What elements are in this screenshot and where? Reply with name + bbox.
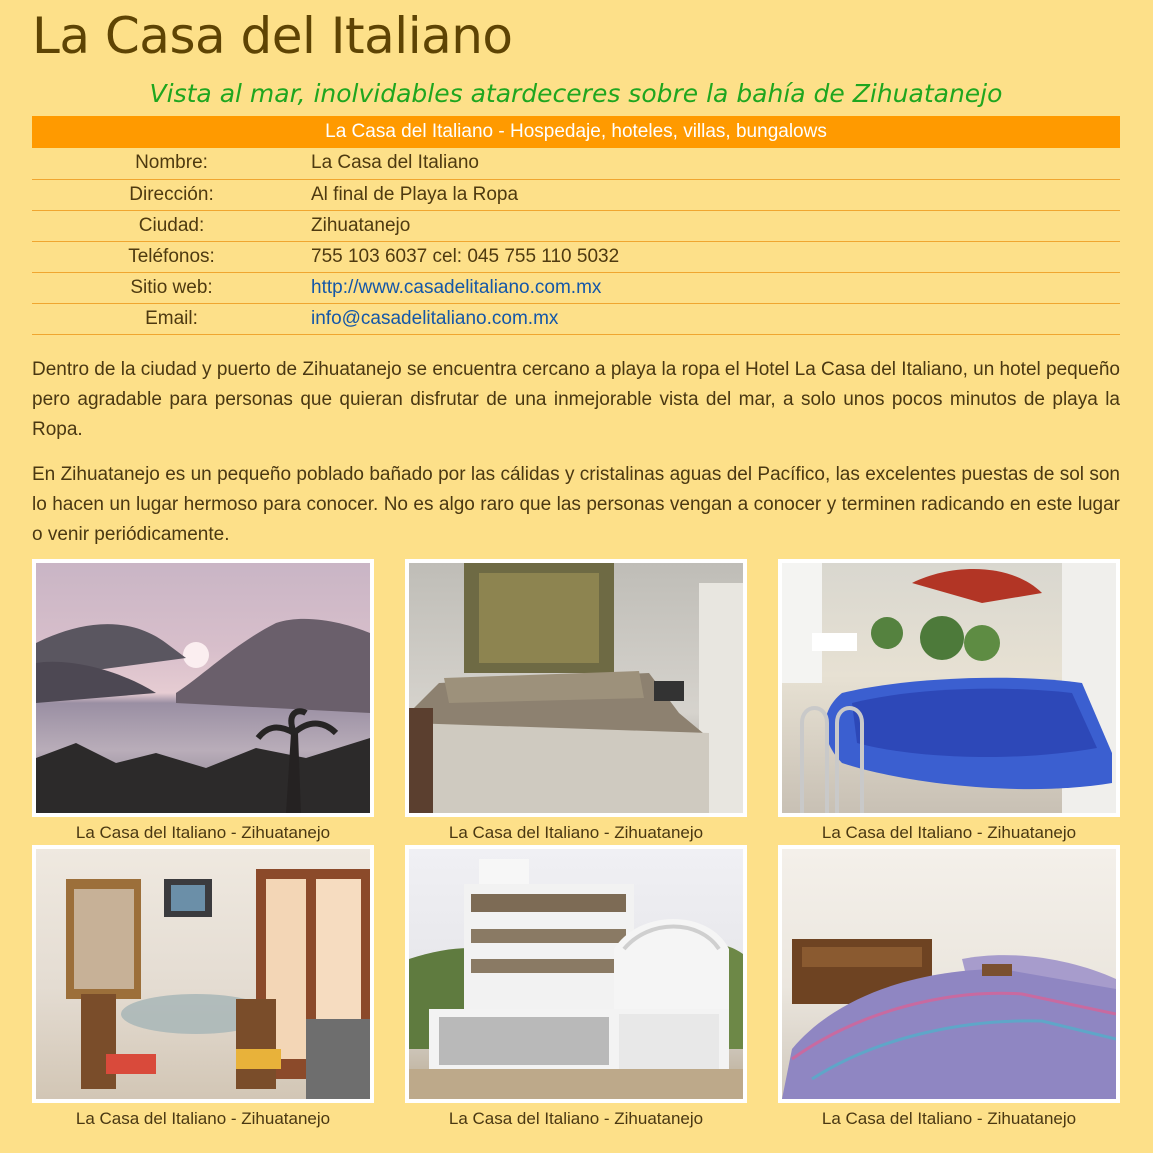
gallery-item[interactable] <box>778 559 1120 844</box>
website-link[interactable]: http://www.casadelitaliano.com.mx <box>311 276 602 298</box>
table-row <box>32 272 1120 303</box>
address-value: Al final de Playa la Ropa <box>311 179 1120 210</box>
table-row <box>32 179 1120 210</box>
bedroom-photo[interactable] <box>405 559 747 817</box>
gallery-item[interactable] <box>405 845 747 1130</box>
city-value: Zihuatanejo <box>311 210 1120 241</box>
guest-room-photo[interactable] <box>778 845 1120 1103</box>
pool-photo[interactable] <box>778 559 1120 817</box>
table-row <box>32 303 1120 334</box>
page <box>32 0 1120 550</box>
photo-caption: La Casa del Italiano - Zihuatanejo <box>821 1109 1077 1128</box>
gallery-item[interactable] <box>32 845 374 1130</box>
photo-caption: La Casa del Italiano - Zihuatanejo <box>821 823 1077 842</box>
gallery-item[interactable] <box>778 845 1120 1130</box>
page-title: La Casa del Italiano <box>32 7 513 65</box>
info-table-heading: La Casa del Italiano - Hospedaje, hoteles, villas, bungalows <box>32 116 1120 148</box>
table-row <box>32 148 1120 179</box>
photo-caption: La Casa del Italiano - Zihuatanejo <box>448 1109 704 1128</box>
phones-value: 755 103 6037 cel: 045 755 110 5032 <box>311 241 1120 272</box>
table-row <box>32 241 1120 272</box>
gallery-item[interactable] <box>32 559 374 844</box>
info-table-header-row <box>32 116 1120 148</box>
hotel-building-photo[interactable] <box>405 845 747 1103</box>
photo-caption: La Casa del Italiano - Zihuatanejo <box>75 823 331 842</box>
name-value: La Casa del Italiano <box>311 148 1120 179</box>
photo-caption: La Casa del Italiano - Zihuatanejo <box>75 1109 331 1128</box>
info-table <box>32 116 1120 335</box>
table-row <box>32 210 1120 241</box>
gallery-item[interactable] <box>405 559 747 844</box>
description-paragraph-2: En Zihuatanejo es un pequeño poblado bañado por las cálidas y cristalinas aguas del Pacífico, las excelentes puestas de sol son lo hacen un lugar hermoso para conocer. No es algo raro que las personas vengan a conocer y terminen radicando en este lugar o venir periódicamente. <box>32 463 1120 545</box>
phones-label: Teléfonos: <box>32 241 311 272</box>
page-tagline: Vista al mar, inolvidables atardeceres sobre la bahía de Zihuatanejo <box>149 79 1003 108</box>
dining-room-photo[interactable] <box>32 845 374 1103</box>
description-paragraph-1: Dentro de la ciudad y puerto de Zihuatanejo se encuentra cercano a playa la ropa el Hotel La Casa del Italiano, un hotel pequeño pero agradable para personas que quieran disfrutar de una inmejorable vista del mar, a solo unos pocos minutos de playa la Ropa. <box>32 358 1120 440</box>
city-label: Ciudad: <box>32 210 311 241</box>
name-label: Nombre: <box>32 148 311 179</box>
email-link[interactable]: info@casadelitaliano.com.mx <box>311 307 559 329</box>
sunset-bay-photo[interactable] <box>32 559 374 817</box>
email-label: Email: <box>32 303 311 334</box>
photo-caption: La Casa del Italiano - Zihuatanejo <box>448 823 704 842</box>
address-label: Dirección: <box>32 179 311 210</box>
website-label: Sitio web: <box>32 272 311 303</box>
